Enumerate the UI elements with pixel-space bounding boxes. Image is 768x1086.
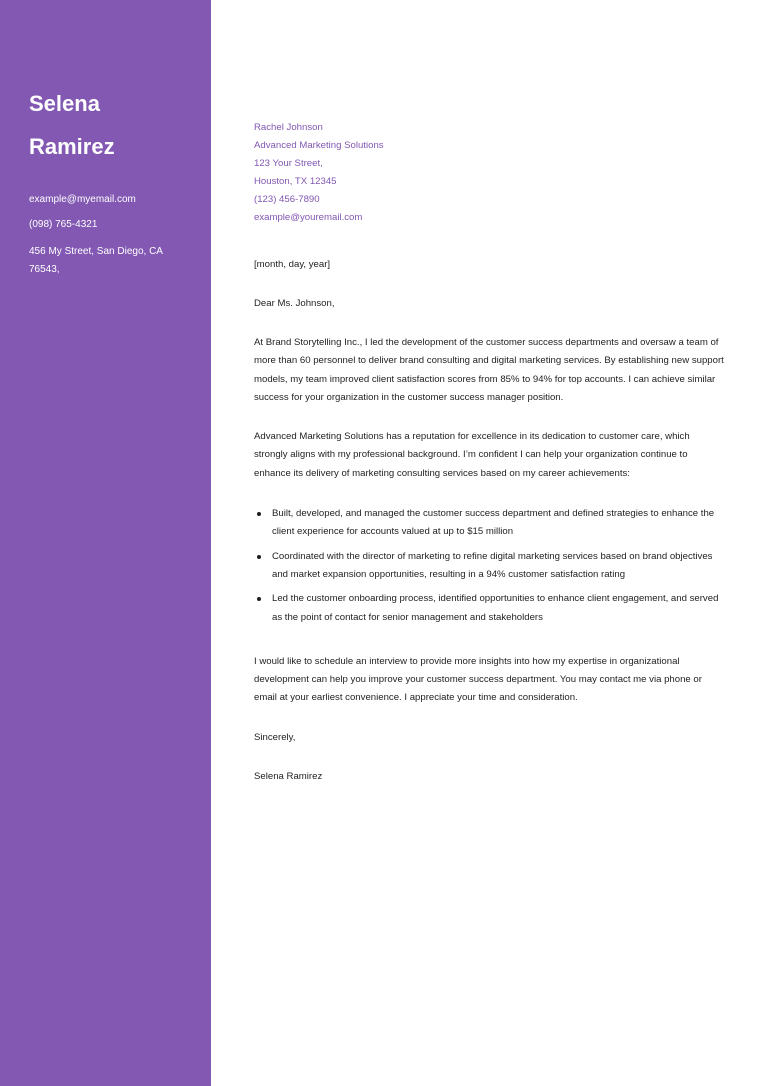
sender-phone: (098) 765-4321 [29, 219, 98, 230]
sender-contact [29, 193, 199, 279]
bullet-icon [257, 597, 261, 601]
sidebar [0, 0, 211, 1086]
letter-paragraph-1: At Brand Storytelling Inc., I led the development of the customer success departments and oversaw a team of more than 60 personnel to deliver brand consulting and digital marketing services. By establishing new support models, my team improved client satisfaction scores from 85% to 94% for top accounts. I can achieve similar success for your organization in the customer success manager position. [254, 337, 724, 403]
sender-name [29, 82, 115, 168]
recipient-name: Rachel Johnson [254, 122, 323, 133]
achievements-list [254, 505, 724, 627]
letter-signoff: Sincerely, [254, 731, 296, 743]
letter-paragraph-3: I would like to schedule an interview to provide more insights into how my expertise in organizational development can help you improve your customer success department. You may contact me via phone or email at your earliest convenience. I appreciate your time and consideration. [254, 655, 702, 704]
recipient-company: Advanced Marketing Solutions [254, 140, 384, 151]
recipient-phone: (123) 456-7890 [254, 194, 320, 205]
recipient-email: example@youremail.com [254, 212, 363, 223]
letter-salutation: Dear Ms. Johnson, [254, 298, 335, 309]
list-item [272, 548, 724, 585]
letter-signature: Selena Ramirez [254, 770, 323, 782]
recipient-block [254, 119, 724, 227]
sender-address-line2: 76543, [29, 264, 60, 275]
letter-paragraph-2: Advanced Marketing Solutions has a reputation for excellence in its dedication to customer care, which strongly aligns with my professional background. I’m confident I can help your organization continue to enhance its delivery of marketing consulting services based on my career achievements: [254, 431, 690, 479]
recipient-street: 123 Your Street, [254, 158, 323, 169]
sender-last-name: Ramirez [29, 134, 115, 159]
list-item-text: Built, developed, and managed the customer success department and defined strategies to enhance the client experience for accounts valued at up to $15 million [272, 508, 715, 538]
sender-address-line1: 456 My Street, San Diego, CA [29, 246, 163, 257]
letter-body [254, 119, 724, 786]
list-item-text: Led the customer onboarding process, identified opportunities to enhance client engagement, and served as the point of contact for senior management and stakeholders [272, 593, 719, 623]
sender-first-name: Selena [29, 91, 100, 116]
letter-date: [month, day, year] [254, 259, 331, 270]
recipient-city: Houston, TX 12345 [254, 176, 337, 187]
bullet-icon [257, 555, 261, 559]
list-item-text: Coordinated with the director of marketing to refine digital marketing services based on brand objectives and market expansion opportunities, resulting in a 94% customer satisfaction rating [272, 550, 713, 580]
sender-email: example@myemail.com [29, 194, 136, 205]
list-item [272, 590, 724, 627]
bullet-icon [257, 512, 261, 516]
list-item [272, 505, 724, 542]
